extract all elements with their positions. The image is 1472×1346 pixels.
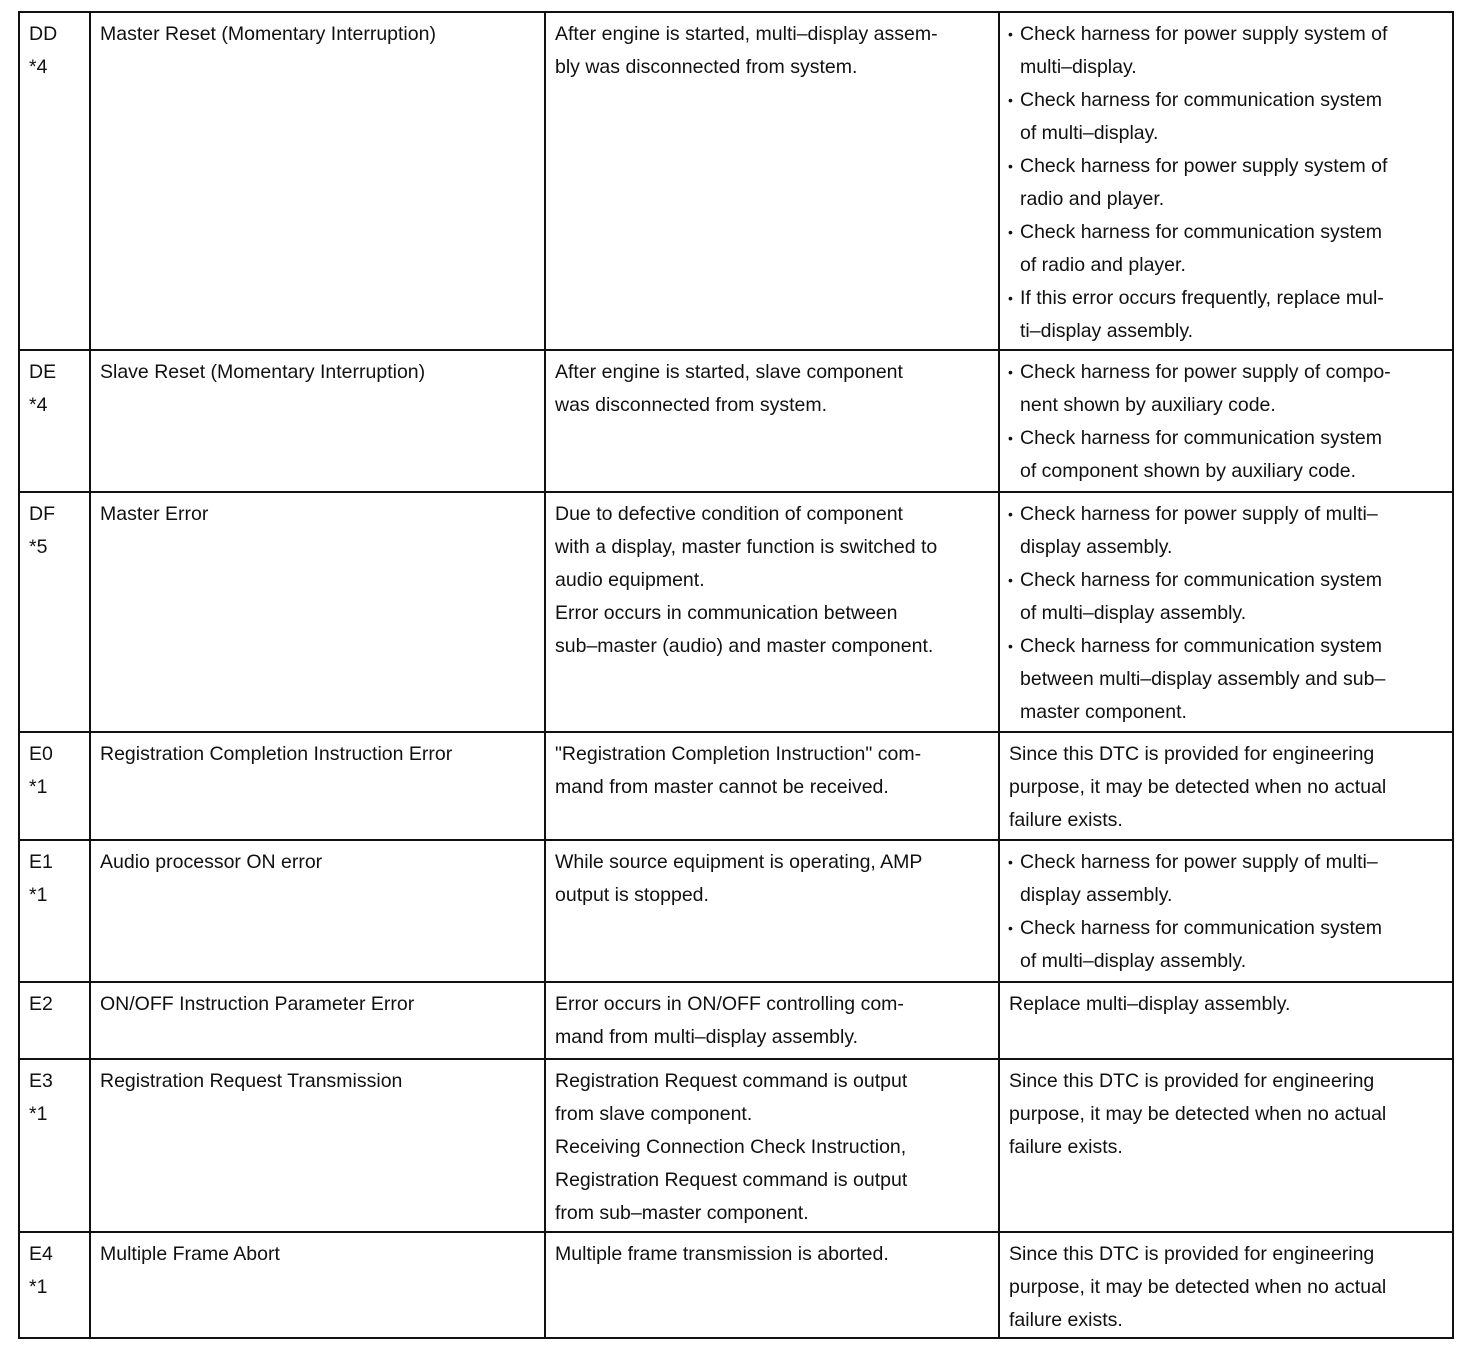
table-row <box>19 732 1453 840</box>
dtc-code-cell <box>19 732 90 840</box>
action-line: of component shown by auxiliary code. <box>1020 460 1357 482</box>
action-item <box>1009 630 1444 729</box>
dtc-code: E3 <box>29 1070 53 1092</box>
dtc-name-cell <box>90 350 545 492</box>
dtc-note: *1 <box>29 1103 48 1125</box>
action-item <box>1009 150 1444 216</box>
action-line: • Check harness for power supply of multi– <box>1020 851 1378 873</box>
action-item <box>1009 912 1444 978</box>
table-row <box>19 12 1453 350</box>
dtc-table <box>18 11 1454 1339</box>
action-cell <box>999 1232 1453 1338</box>
dtc-note: *1 <box>29 1276 48 1298</box>
action-line: • Check harness for power supply system of <box>1020 155 1388 177</box>
action-item <box>1009 84 1444 150</box>
action-line: between multi–display assembly and sub– <box>1020 668 1386 690</box>
action-line: display assembly. <box>1020 536 1173 558</box>
detection-line: mand from multi–display assembly. <box>555 1026 859 1048</box>
action-text-line: failure exists. <box>1009 1136 1123 1158</box>
detection-line: was disconnected from system. <box>555 394 828 416</box>
detection-line: Error occurs in communication between <box>555 602 898 624</box>
dtc-name: Audio processor ON error <box>100 851 323 873</box>
dtc-name-cell <box>90 840 545 982</box>
detection-line: with a display, master function is switched to <box>555 536 938 558</box>
action-text-line: Since this DTC is provided for engineering <box>1009 743 1375 765</box>
table-row <box>19 982 1453 1059</box>
dtc-code-cell <box>19 12 90 350</box>
dtc-code: DF <box>29 503 55 525</box>
action-item <box>1009 846 1444 912</box>
action-line: • Check harness for communication system <box>1020 569 1382 591</box>
action-item <box>1009 216 1444 282</box>
table-row <box>19 1232 1453 1338</box>
detection-line: Due to defective condition of component <box>555 503 903 525</box>
action-item <box>1009 282 1444 348</box>
action-list <box>1009 18 1444 348</box>
dtc-code: DD <box>29 23 58 45</box>
action-line: • Check harness for power supply of multi– <box>1020 503 1378 525</box>
dtc-name-cell <box>90 982 545 1059</box>
action-line: • Check harness for communication system <box>1020 917 1382 939</box>
detection-line: Registration Request command is output <box>555 1169 908 1191</box>
dtc-code-cell <box>19 492 90 732</box>
action-item <box>1009 356 1444 422</box>
action-line: • Check harness for power supply system of <box>1020 23 1388 45</box>
dtc-code: DE <box>29 361 57 383</box>
action-line: display assembly. <box>1020 884 1173 906</box>
detection-cell <box>545 982 999 1059</box>
dtc-code-cell <box>19 350 90 492</box>
action-list <box>1009 498 1444 729</box>
dtc-name: ON/OFF Instruction Parameter Error <box>100 993 415 1015</box>
detection-line: bly was disconnected from system. <box>555 56 858 78</box>
detection-line: audio equipment. <box>555 569 705 591</box>
dtc-name-cell <box>90 1232 545 1338</box>
table-row <box>19 1059 1453 1232</box>
action-cell <box>999 732 1453 840</box>
detection-line: Multiple frame transmission is aborted. <box>555 1243 889 1265</box>
action-text-line: purpose, it may be detected when no actual <box>1009 776 1387 798</box>
dtc-name: Master Reset (Momentary Interruption) <box>100 23 436 45</box>
detection-cell <box>545 1059 999 1232</box>
dtc-name-cell <box>90 732 545 840</box>
dtc-name: Slave Reset (Momentary Interruption) <box>100 361 426 383</box>
dtc-code-cell <box>19 982 90 1059</box>
dtc-name: Registration Completion Instruction Error <box>100 743 453 765</box>
action-text-line: Since this DTC is provided for engineering <box>1009 1070 1375 1092</box>
detection-line: Error occurs in ON/OFF controlling com- <box>555 993 904 1015</box>
action-cell <box>999 982 1453 1059</box>
action-item <box>1009 498 1444 564</box>
dtc-note: *4 <box>29 56 48 78</box>
dtc-table-body <box>19 12 1453 1338</box>
document-page <box>18 11 1452 1337</box>
dtc-code-cell <box>19 1232 90 1338</box>
dtc-note: *4 <box>29 394 48 416</box>
action-line: • Check harness for communication system <box>1020 221 1382 243</box>
action-line: of multi–display assembly. <box>1020 950 1247 972</box>
dtc-name: Multiple Frame Abort <box>100 1243 280 1265</box>
dtc-code-cell <box>19 1059 90 1232</box>
detection-cell <box>545 350 999 492</box>
action-line: master component. <box>1020 701 1187 723</box>
detection-line: sub–master (audio) and master component. <box>555 635 934 657</box>
action-text-line: Since this DTC is provided for engineering <box>1009 1243 1375 1265</box>
action-cell <box>999 350 1453 492</box>
detection-line: from sub–master component. <box>555 1202 809 1224</box>
dtc-name-cell <box>90 492 545 732</box>
detection-line: While source equipment is operating, AMP <box>555 851 923 873</box>
dtc-code: E2 <box>29 993 53 1015</box>
detection-line: "Registration Completion Instruction" com- <box>555 743 922 765</box>
detection-cell <box>545 732 999 840</box>
action-line: nent shown by auxiliary code. <box>1020 394 1276 416</box>
detection-line: output is stopped. <box>555 884 709 906</box>
dtc-note: *5 <box>29 536 48 558</box>
action-cell <box>999 1059 1453 1232</box>
action-text-line: purpose, it may be detected when no actual <box>1009 1103 1387 1125</box>
detection-cell <box>545 840 999 982</box>
dtc-note: *1 <box>29 884 48 906</box>
detection-cell <box>545 1232 999 1338</box>
action-line: radio and player. <box>1020 188 1165 210</box>
action-cell <box>999 12 1453 350</box>
action-line: multi–display. <box>1020 56 1137 78</box>
dtc-name-cell <box>90 1059 545 1232</box>
detection-line: After engine is started, multi–display assem- <box>555 23 938 45</box>
action-list <box>1009 356 1444 488</box>
detection-line: from slave component. <box>555 1103 753 1125</box>
dtc-code: E0 <box>29 743 53 765</box>
action-list <box>1009 846 1444 978</box>
action-line: • Check harness for communication system <box>1020 635 1382 657</box>
action-line: ti–display assembly. <box>1020 320 1194 342</box>
action-text-line: failure exists. <box>1009 809 1123 831</box>
detection-cell <box>545 12 999 350</box>
detection-line: Registration Request command is output <box>555 1070 908 1092</box>
action-item <box>1009 422 1444 488</box>
table-row <box>19 840 1453 982</box>
dtc-name: Registration Request Transmission <box>100 1070 403 1092</box>
dtc-code-cell <box>19 840 90 982</box>
action-line: • Check harness for power supply of compo- <box>1020 361 1391 383</box>
detection-line: After engine is started, slave component <box>555 361 903 383</box>
detection-line: mand from master cannot be received. <box>555 776 889 798</box>
action-line: of multi–display assembly. <box>1020 602 1247 624</box>
dtc-name: Master Error <box>100 503 209 525</box>
action-line: of radio and player. <box>1020 254 1186 276</box>
action-text-line: purpose, it may be detected when no actual <box>1009 1276 1387 1298</box>
action-cell <box>999 492 1453 732</box>
action-line: • Check harness for communication system <box>1020 427 1382 449</box>
dtc-code: E4 <box>29 1243 53 1265</box>
action-line: • If this error occurs frequently, replace mul- <box>1020 287 1384 309</box>
table-row <box>19 492 1453 732</box>
action-cell <box>999 840 1453 982</box>
detection-cell <box>545 492 999 732</box>
action-line: of multi–display. <box>1020 122 1159 144</box>
dtc-code: E1 <box>29 851 53 873</box>
action-text-line: failure exists. <box>1009 1309 1123 1331</box>
action-item <box>1009 18 1444 84</box>
action-item <box>1009 564 1444 630</box>
action-text-line: Replace multi–display assembly. <box>1009 993 1291 1015</box>
action-line: • Check harness for communication system <box>1020 89 1382 111</box>
table-row <box>19 350 1453 492</box>
dtc-name-cell <box>90 12 545 350</box>
dtc-note: *1 <box>29 776 48 798</box>
detection-line: Receiving Connection Check Instruction, <box>555 1136 907 1158</box>
